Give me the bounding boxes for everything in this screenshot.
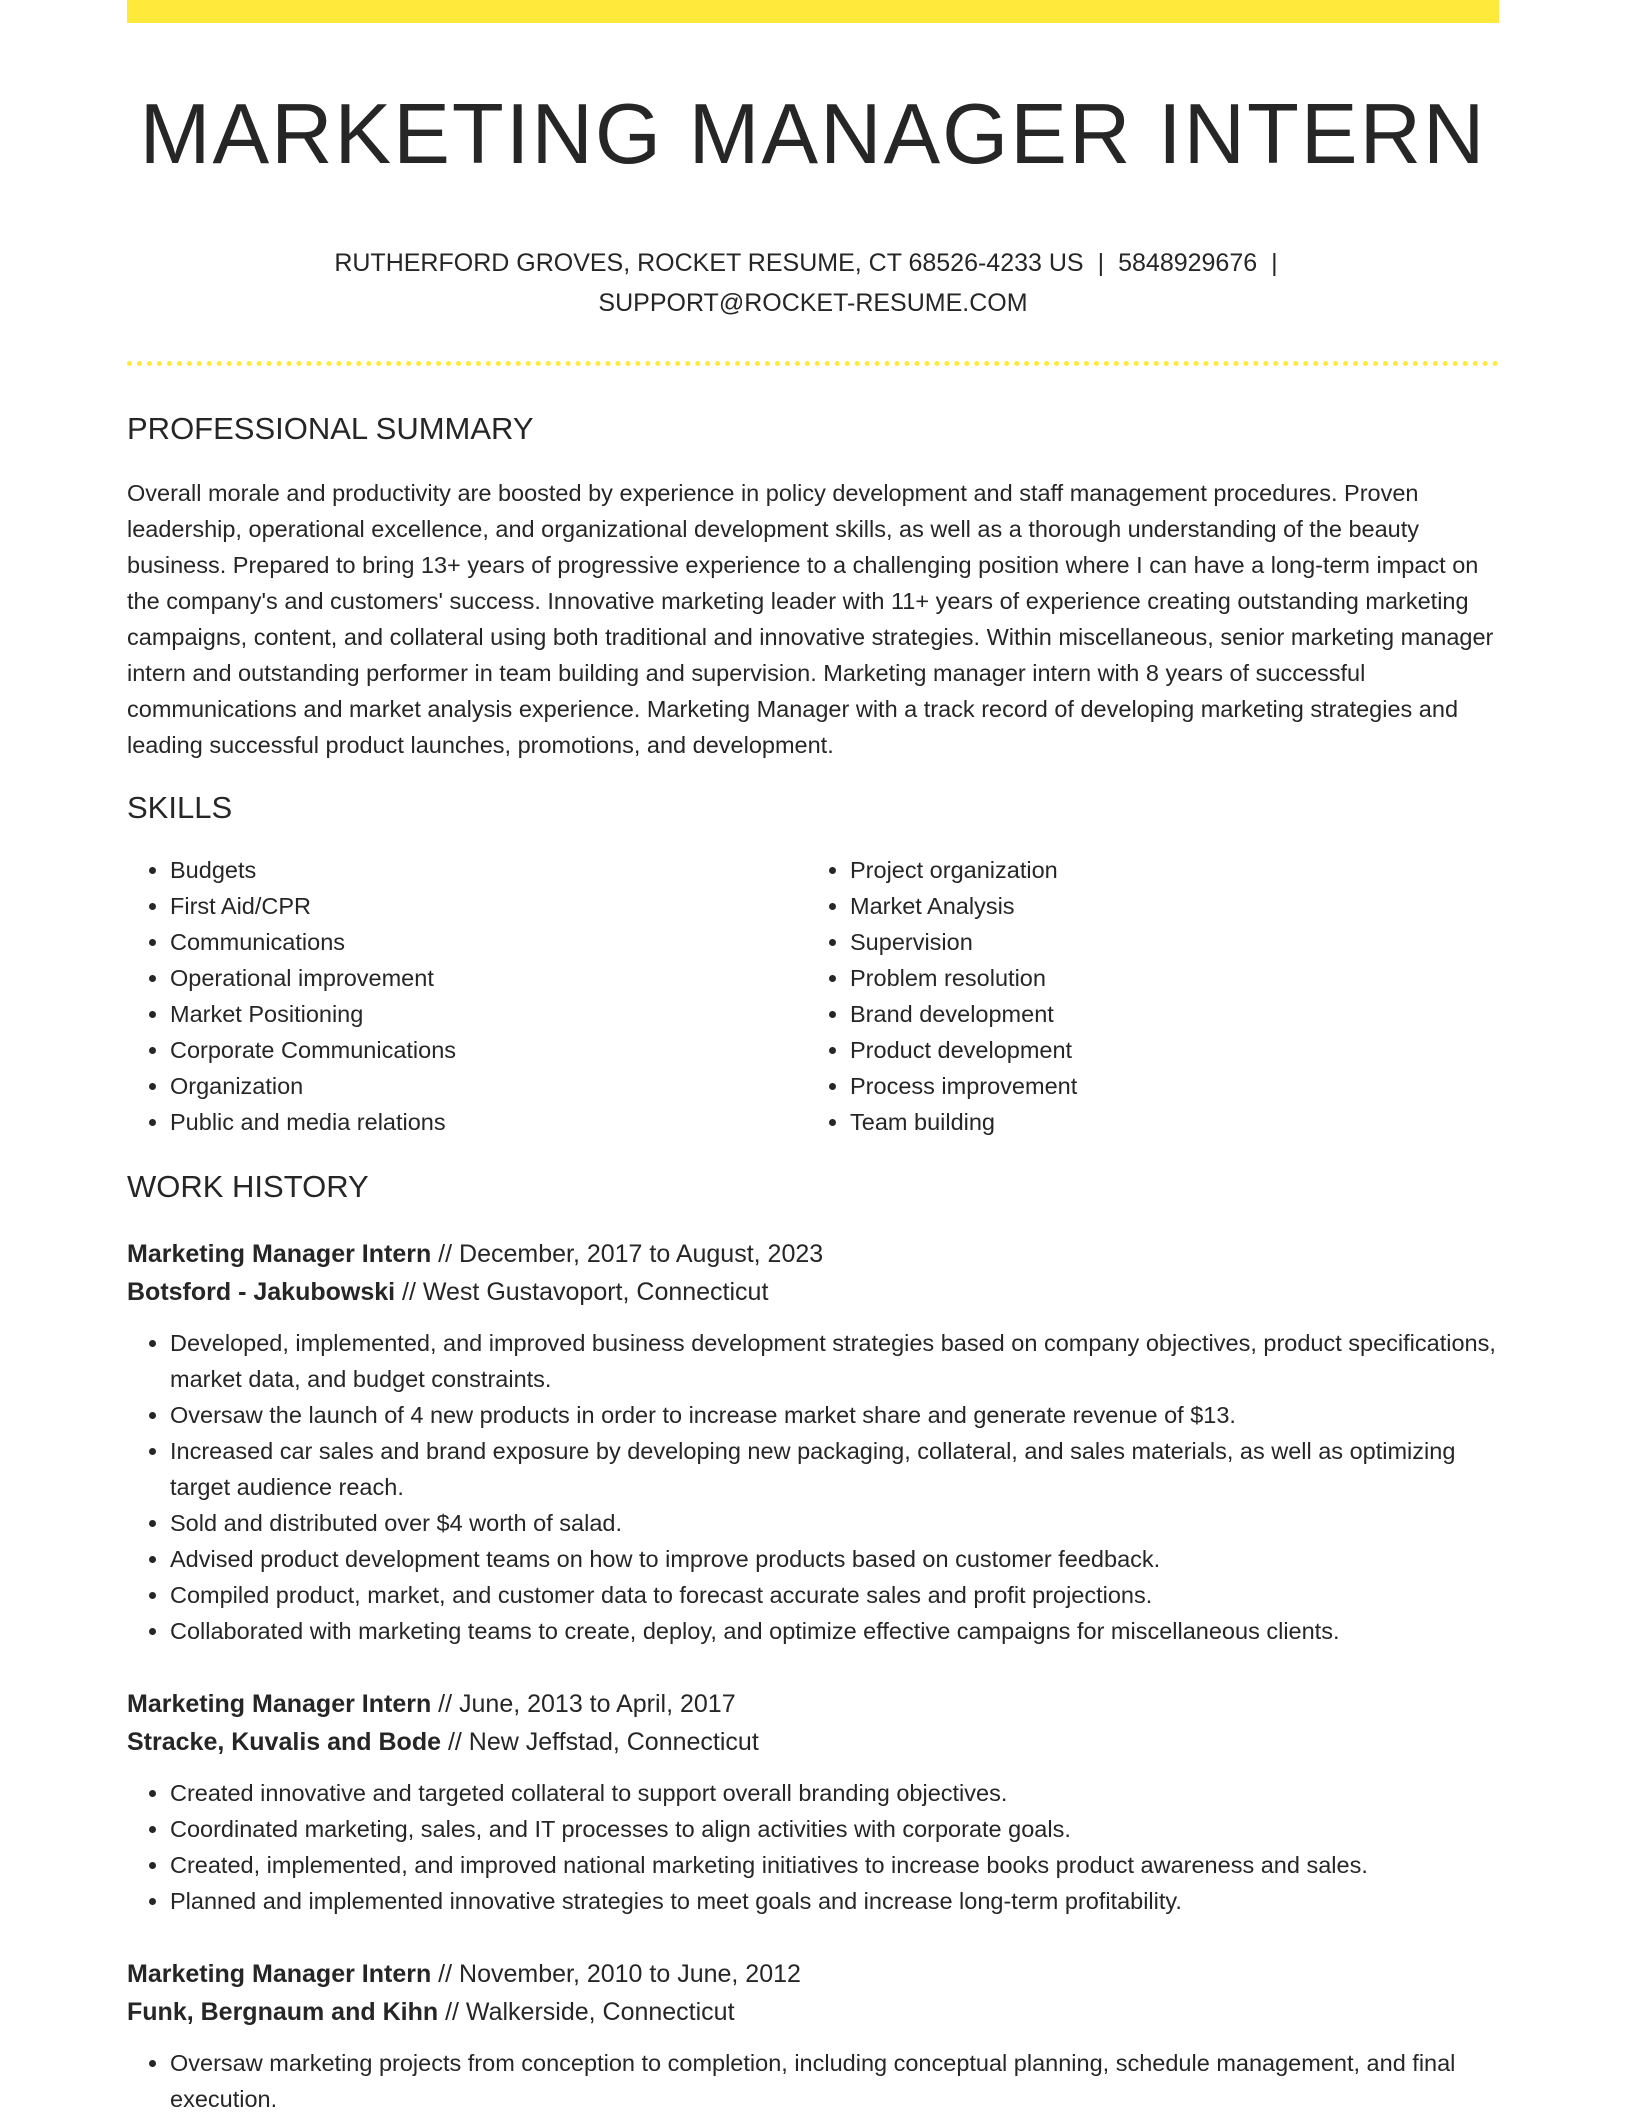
- job-location: // New Jeffstad, Connecticut: [441, 1728, 759, 1756]
- job-role-line: [127, 1685, 1499, 1723]
- skill-item: • First Aid/CPR: [170, 888, 803, 924]
- job-bullet: • Collaborated with marketing teams to create, deploy, and optimize effective campaigns for miscellaneous clients.: [170, 1613, 1499, 1649]
- job-dates: // December, 2017 to August, 2023: [431, 1240, 824, 1268]
- job-bullet: • Compiled product, market, and customer data to forecast accurate sales and profit projections.: [170, 1577, 1499, 1613]
- skill-item: • Market Analysis: [850, 888, 1483, 924]
- skill-item: • Team building: [850, 1104, 1483, 1140]
- job-bullet: • Coordinated marketing, sales, and IT processes to align activities with corporate goals.: [170, 1811, 1499, 1847]
- job-bullets: [127, 2045, 1499, 2117]
- job-role-line: [127, 1235, 1499, 1273]
- summary-heading: PROFESSIONAL SUMMARY: [127, 411, 534, 446]
- job-location: // West Gustavoport, Connecticut: [395, 1278, 769, 1306]
- contact-info: [127, 243, 1499, 323]
- skill-item: • Project organization: [850, 852, 1483, 888]
- job-bullet: • Developed, implemented, and improved business development strategies based on company objectives, product specifications, market data, and budget constraints.: [170, 1325, 1499, 1397]
- skill-item: • Supervision: [850, 924, 1483, 960]
- job-bullets: [127, 1325, 1499, 1649]
- job-company: Stracke, Kuvalis and Bode: [127, 1728, 442, 1756]
- contact-phone: 5848929676: [1118, 249, 1258, 277]
- contact-address: RUTHERFORD GROVES, ROCKET RESUME, CT 68526-4233 US: [334, 249, 1084, 277]
- job-role: Marketing Manager Intern: [127, 1240, 432, 1268]
- contact-separator: |: [1271, 249, 1278, 277]
- job-company: Funk, Bergnaum and Kihn: [127, 1998, 439, 2026]
- skill-item: • Communications: [170, 924, 803, 960]
- job-role-line: [127, 1955, 1499, 1993]
- contact-email[interactable]: SUPPORT@ROCKET-RESUME.COM: [598, 289, 1028, 317]
- job-bullet: • Planned and implemented innovative strategies to meet goals and increase long-term profitability.: [170, 1883, 1499, 1919]
- job-entry: [127, 1235, 1499, 1649]
- job-dates: // November, 2010 to June, 2012: [431, 1960, 801, 1988]
- job-bullet: • Sold and distributed over $4 worth of salad.: [170, 1505, 1499, 1541]
- skills-column-right: [803, 852, 1483, 1140]
- skill-item: • Brand development: [850, 996, 1483, 1032]
- skill-item: • Budgets: [170, 852, 803, 888]
- resume-title: MARKETING MANAGER INTERN: [139, 87, 1487, 182]
- job-entry: [127, 1685, 1499, 1919]
- job-entry: [127, 1955, 1499, 2117]
- summary-text: Overall morale and productivity are boosted by experience in policy development and staff management procedures. Proven leadership, operational excellence, and organizational development skills, as well as a thorough understanding of the beauty business. Prepared to bring 13+ years of progressive experience to a challenging position where I can have a long-term impact on the company's and customers' success. Innovative marketing leader with 11+ years of experience creating outstanding marketing campaigns, content, and collateral using both traditional and innovative strategies. Within miscellaneous, senior marketing manager intern and outstanding performer in team building and supervision. Marketing manager intern with 8 years of successful communications and market analysis experience. Marketing Manager with a track record of developing marketing strategies and leading successful product launches, promotions, and development.: [127, 480, 1494, 758]
- job-bullets: [127, 1775, 1499, 1919]
- job-bullet: • Oversaw marketing projects from conception to completion, including conceptual planning, schedule management, and final execution.: [170, 2045, 1499, 2117]
- job-dates: // June, 2013 to April, 2017: [431, 1690, 736, 1718]
- job-bullet: • Advised product development teams on how to improve products based on customer feedback.: [170, 1541, 1499, 1577]
- job-company-line: [127, 1723, 1499, 1761]
- accent-top-bar: [127, 0, 1499, 23]
- job-bullet: • Oversaw the launch of 4 new products in order to increase market share and generate revenue of $13.: [170, 1397, 1499, 1433]
- dotted-divider: [127, 361, 1499, 366]
- work-history-heading: WORK HISTORY: [127, 1169, 369, 1204]
- skill-item: • Organization: [170, 1068, 803, 1104]
- job-company: Botsford - Jakubowski: [127, 1278, 396, 1306]
- skills-column-left: [127, 852, 803, 1140]
- job-company-line: [127, 1273, 1499, 1311]
- skill-item: • Product development: [850, 1032, 1483, 1068]
- contact-separator: |: [1097, 249, 1105, 277]
- job-bullet: • Created, implemented, and improved national marketing initiatives to increase books product awareness and sales.: [170, 1847, 1499, 1883]
- resume-page: [127, 0, 1499, 2117]
- job-company-line: [127, 1993, 1499, 2031]
- skill-item: • Problem resolution: [850, 960, 1483, 996]
- skills-list: [127, 852, 1499, 1140]
- job-role: Marketing Manager Intern: [127, 1690, 432, 1718]
- job-bullet: • Increased car sales and brand exposure by developing new packaging, collateral, and sales materials, as well as optimizing target audience reach.: [170, 1433, 1499, 1505]
- skill-item: • Operational improvement: [170, 960, 803, 996]
- skills-heading: SKILLS: [127, 790, 233, 825]
- skill-item: • Public and media relations: [170, 1104, 803, 1140]
- job-location: // Walkerside, Connecticut: [438, 1998, 735, 2026]
- skill-item: • Corporate Communications: [170, 1032, 803, 1068]
- skill-item: • Process improvement: [850, 1068, 1483, 1104]
- job-role: Marketing Manager Intern: [127, 1960, 432, 1988]
- skill-item: • Market Positioning: [170, 996, 803, 1032]
- job-bullet: • Created innovative and targeted collateral to support overall branding objectives.: [170, 1775, 1499, 1811]
